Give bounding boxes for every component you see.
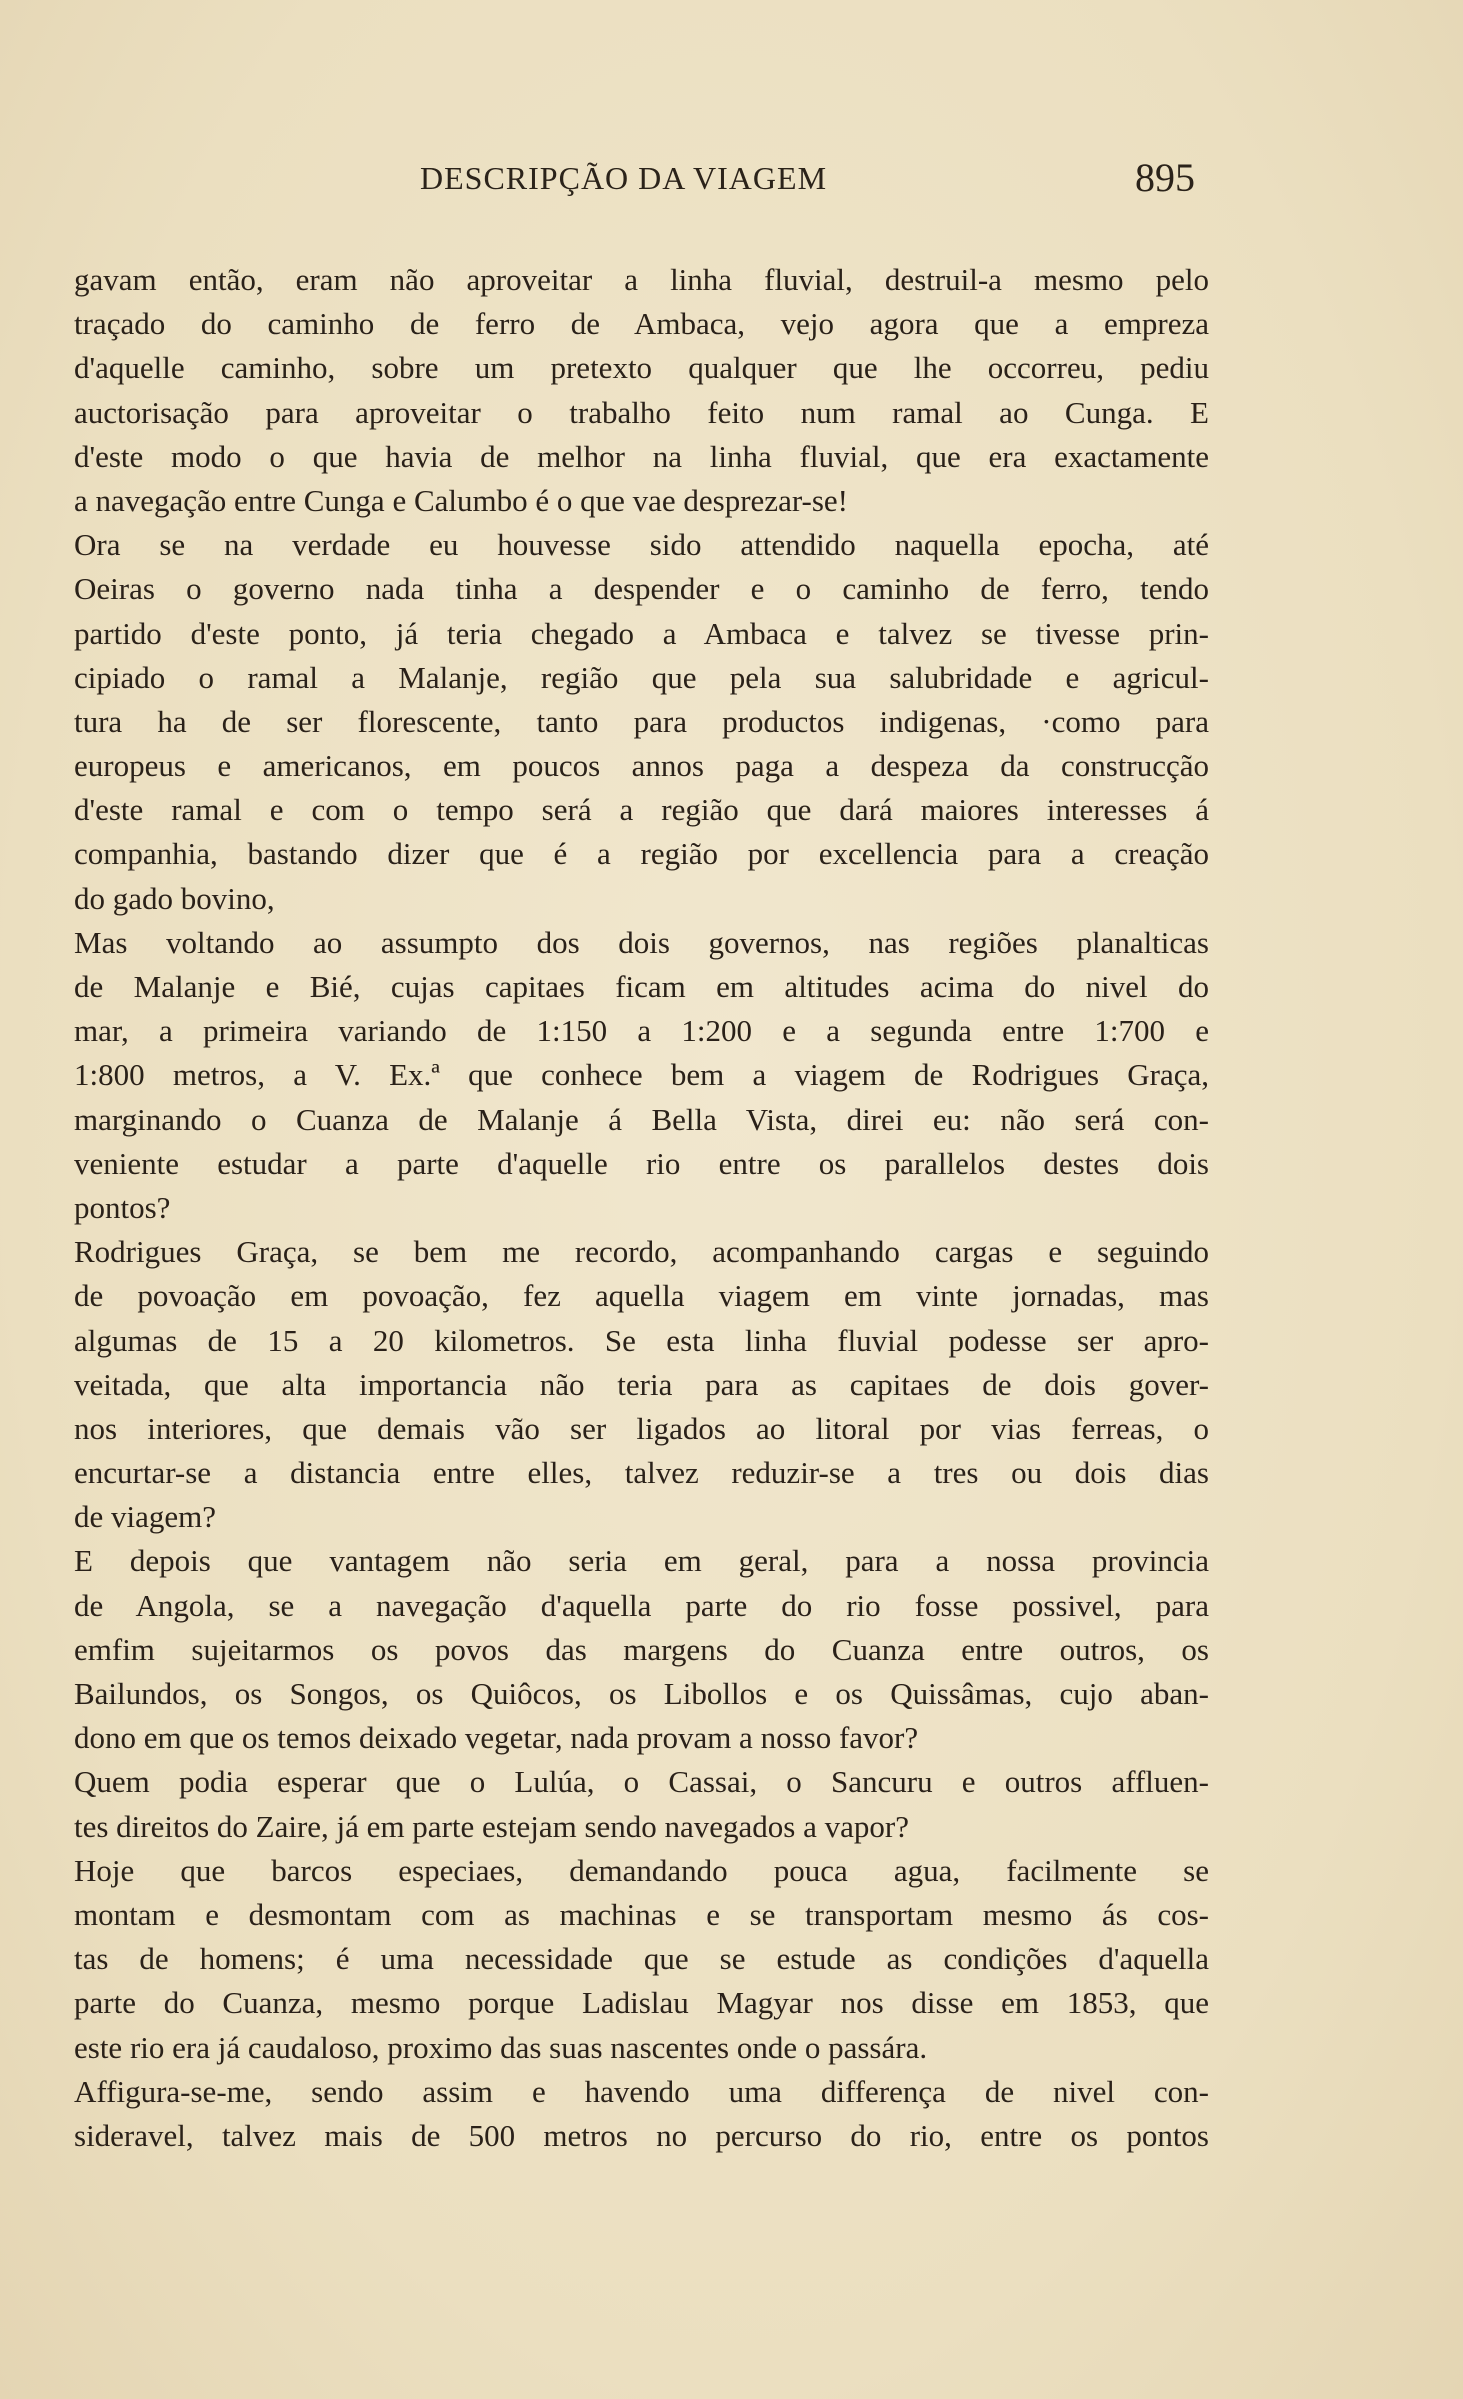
text-line: companhia, bastando dizer que é a região por excellencia para a creação xyxy=(74,836,1209,872)
text-line: mar, a primeira variando de 1:150 a 1:200 e a segunda entre 1:700 e xyxy=(74,1013,1209,1049)
text-line: veitada, que alta importancia não teria para as capitaes de dois gover- xyxy=(74,1366,1209,1402)
text-line: tas de homens; é uma necessidade que se estude as condições d'aquella xyxy=(74,1941,1209,1977)
text-line: Rodrigues Graça, se bem me recordo, acompanhando cargas e seguindo xyxy=(74,1234,1209,1270)
text-line: Ora se na verdade eu houvesse sido attendido naquella epocha, até xyxy=(74,527,1209,563)
text-line: tes direitos do Zaire, já em parte estejam sendo navegados a vapor? xyxy=(74,1808,909,1844)
text-line: Affigura-se-me, sendo assim e havendo uma differença de nivel con- xyxy=(74,2073,1209,2109)
text-line: 1:800 metros, a V. Ex.ª que conhece bem a viagem de Rodrigues Graça, xyxy=(74,1057,1209,1093)
text-line: d'este modo o que havia de melhor na linha fluvial, que era exactamente xyxy=(74,438,1209,474)
text-line: de viagem? xyxy=(74,1499,217,1535)
text-line: E depois que vantagem não seria em geral, para a nossa provincia xyxy=(74,1543,1209,1579)
page-number: 895 xyxy=(1135,155,1195,200)
text-line: encurtar-se a distancia entre elles, talvez reduzir-se a tres ou dois dias xyxy=(74,1455,1209,1491)
text-line: partido d'este ponto, já teria chegado a Ambaca e talvez se tivesse prin- xyxy=(74,615,1209,651)
text-line: algumas de 15 a 20 kilometros. Se esta linha fluvial podesse ser apro- xyxy=(74,1322,1209,1358)
text-line: Oeiras o governo nada tinha a despender e o caminho de ferro, tendo xyxy=(74,571,1209,607)
text-line: traçado do caminho de ferro de Ambaca, vejo agora que a empreza xyxy=(74,306,1209,342)
text-line: pontos? xyxy=(74,1189,171,1225)
text-line: a navegação entre Cunga e Calumbo é o que vae desprezar-se! xyxy=(74,482,849,518)
text-line: do gado bovino, xyxy=(74,880,275,916)
text-line: Bailundos, os Songos, os Quiôcos, os Libollos e os Quissâmas, cujo aban- xyxy=(74,1676,1209,1711)
text-line: emfim sujeitarmos os povos das margens do Cuanza entre outros, os xyxy=(74,1631,1209,1667)
running-head-title: DESCRIPÇÃO DA VIAGEM xyxy=(420,160,828,196)
text-line: cipiado o ramal a Malanje, região que pela sua salubridade e agricul- xyxy=(74,659,1209,695)
text-line: parte do Cuanza, mesmo porque Ladislau Magyar nos disse em 1853, que xyxy=(74,1985,1209,2021)
text-line: veniente estudar a parte d'aquelle rio entre os parallelos destes dois xyxy=(74,1145,1209,1181)
text-line: Hoje que barcos especiaes, demandando pouca agua, facilmente se xyxy=(74,1852,1209,1888)
text-line: montam e desmontam com as machinas e se transportam mesmo ás cos- xyxy=(74,1896,1209,1932)
text-line: este rio era já caudaloso, proximo das suas nascentes onde o passára. xyxy=(74,2029,928,2065)
text-line: de povoação em povoação, fez aquella viagem em vinte jornadas, mas xyxy=(74,1278,1209,1314)
running-head xyxy=(0,154,1463,202)
text-line: auctorisação para aproveitar o trabalho feito num ramal ao Cunga. E xyxy=(74,394,1209,430)
text-line: Mas voltando ao assumpto dos dois governos, nas regiões planalticas xyxy=(74,924,1209,960)
text-line: marginando o Cuanza de Malanje á Bella Vista, direi eu: não será con- xyxy=(74,1101,1209,1137)
text-line: tura ha de ser florescente, tanto para productos indigenas, ·como para xyxy=(74,703,1209,739)
text-line: Quem podia esperar que o Lulúa, o Cassai, o Sancuru e outros affluen- xyxy=(74,1764,1209,1800)
text-line: europeus e americanos, em poucos annos paga a despeza da construcção xyxy=(74,748,1209,784)
text-line: gavam então, eram não aproveitar a linha fluvial, destruil-a mesmo pelo xyxy=(74,262,1209,297)
text-line: de Angola, se a navegação d'aquella parte do rio fosse possivel, para xyxy=(74,1587,1209,1623)
body-text xyxy=(74,258,1209,2158)
text-line: sideravel, talvez mais de 500 metros no percurso do rio, entre os pontos xyxy=(74,2117,1209,2153)
text-line: dono em que os temos deixado vegetar, nada provam a nosso favor? xyxy=(74,1720,919,1756)
text-line: d'este ramal e com o tempo será a região que dará maiores interesses á xyxy=(74,792,1209,828)
text-line: d'aquelle caminho, sobre um pretexto qualquer que lhe occorreu, pediu xyxy=(74,350,1209,386)
text-line: de Malanje e Bié, cujas capitaes ficam em altitudes acima do nivel do xyxy=(74,969,1209,1004)
text-line: nos interiores, que demais vão ser ligados ao litoral por vias ferreas, o xyxy=(74,1410,1209,1446)
